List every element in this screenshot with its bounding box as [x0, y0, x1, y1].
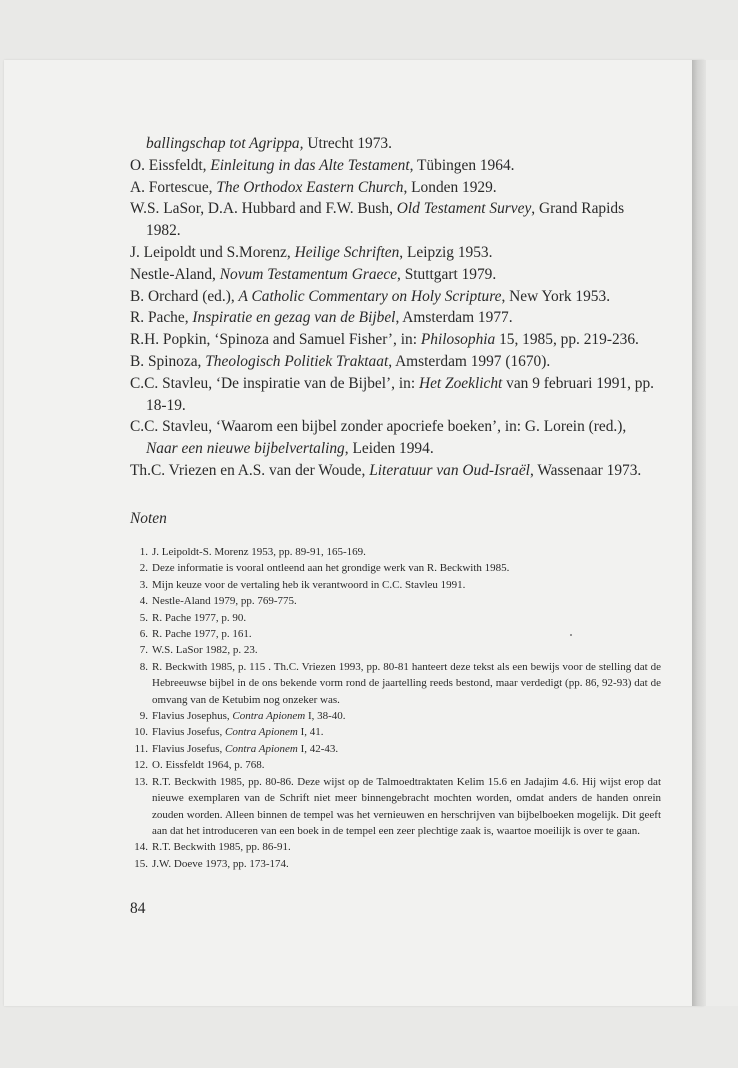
- bibliography-entry: [130, 198, 660, 242]
- footnote: [130, 593, 661, 609]
- footnote-number: 15.: [134, 857, 148, 870]
- text-run: I, 38-40.: [305, 710, 346, 723]
- footnote: [130, 724, 661, 740]
- footnote: [130, 741, 661, 757]
- footnote-number: 9.: [139, 710, 148, 723]
- italic-title: Novum Testamentum Graece: [219, 265, 398, 283]
- bibliography-entry: [130, 177, 660, 199]
- footnote: [130, 577, 661, 593]
- text-run: , Stuttgart 1979.: [397, 265, 497, 283]
- text-run: B. Spinoza,: [130, 352, 206, 370]
- italic-title: Contra Apionem: [225, 742, 298, 755]
- text-run: 15, 1985, pp. 219-236.: [495, 331, 639, 349]
- text-run: Deze informatie is vooral ontleend aan het grondige werk van R. Beckwith 1985.: [152, 562, 510, 575]
- footnote: [130, 708, 661, 724]
- footnote-text: [152, 560, 661, 576]
- footnote: [130, 544, 661, 560]
- italic-title: ballingschap tot Agrippa,: [146, 135, 304, 152]
- bibliography-entry: [130, 264, 660, 286]
- stray-mark: [570, 634, 572, 636]
- footnote-text: [152, 593, 661, 609]
- text-run: , Wassenaar 1973.: [529, 461, 642, 479]
- italic-title: A Catholic Commentary on Holy Scripture: [238, 287, 502, 305]
- bibliography-entry: [130, 416, 660, 460]
- footnote-text: [152, 626, 661, 642]
- text-run: A. Fortescue,: [130, 178, 217, 196]
- scan-margin: [706, 60, 738, 1006]
- text-run: Nestle-Aland 1979, pp. 769-775.: [152, 595, 297, 608]
- text-run: , Londen 1929.: [403, 178, 497, 196]
- text-run: , New York 1953.: [501, 287, 611, 305]
- text-run: R. Pache 1977, p. 161.: [152, 628, 252, 641]
- footnote-number: 6.: [139, 628, 148, 641]
- bibliography-entry: [130, 373, 660, 417]
- italic-title: Philosophia: [420, 331, 496, 349]
- footnote-number: 14.: [134, 841, 148, 854]
- text-run: van 9 februari 1991, pp. 18-19.: [146, 374, 655, 414]
- footnote-text: [152, 724, 661, 740]
- page-number: 84: [130, 900, 146, 917]
- footnote-number: 4.: [139, 595, 148, 608]
- footnote-number: 7.: [139, 644, 148, 657]
- footnote-text: [152, 659, 661, 708]
- footnote: [130, 642, 661, 658]
- footnote-text: [152, 741, 661, 757]
- text-run: C.C. Stavleu, ‘De inspiratie van de Bijbel’, in:: [130, 374, 419, 392]
- text-run: I, 41.: [297, 726, 324, 739]
- footnote: [130, 856, 661, 872]
- footnote-text: [152, 708, 661, 724]
- footnote-number: 1.: [139, 546, 148, 558]
- footnote-number: 2.: [139, 562, 148, 575]
- text-run: O. Eissfeldt,: [130, 156, 211, 174]
- footnote: [130, 839, 661, 855]
- footnote-text: [152, 856, 661, 872]
- text-run: R.H. Popkin, ‘Spinoza and Samuel Fisher’, in:: [130, 331, 421, 349]
- text-run: R. Pache 1977, p. 90.: [152, 611, 247, 624]
- text-run: R. Pache,: [130, 309, 193, 327]
- footnote-number: 13.: [134, 775, 148, 788]
- footnote: [130, 659, 661, 708]
- text-run: Flavius Josefus,: [152, 742, 226, 755]
- text-run: , Amsterdam 1977.: [395, 309, 513, 327]
- footnote: [130, 626, 661, 642]
- text-run: C.C. Stavleu, ‘Waarom een bijbel zonder apocriefe boeken’, in: G. Lorein (red.),: [130, 418, 627, 436]
- bibliography-entry: [130, 133, 660, 155]
- italic-title: Theologisch Politiek Traktaat: [205, 352, 389, 370]
- text-run: Th.C. Vriezen en A.S. van der Woude,: [130, 461, 370, 479]
- footnote-number: 8.: [139, 660, 148, 673]
- bibliography-entry: [130, 307, 660, 329]
- italic-title: Einleitung in das Alte Testament: [210, 156, 410, 174]
- footnote-number: 10.: [134, 726, 148, 739]
- italic-title: Old Testament Survey: [396, 200, 532, 218]
- footnote-number: 11.: [134, 742, 148, 755]
- text-run: Nestle-Aland,: [130, 265, 220, 283]
- text-run: J. Leipoldt-S. Morenz 1953, pp. 89-91, 165-169.: [152, 546, 366, 558]
- footnote-number: 3.: [139, 578, 148, 591]
- footnote-number: 5.: [139, 611, 148, 624]
- text-run: , Amsterdam 1997 (1670).: [388, 352, 551, 370]
- italic-title: Het Zoeklicht: [418, 374, 503, 392]
- footnote-text: [152, 577, 661, 593]
- footnote: [130, 774, 661, 840]
- footnote: [130, 757, 661, 773]
- italic-title: Inspiratie en gezag van de Bijbel: [192, 309, 396, 327]
- footnote-number: 12.: [134, 759, 148, 772]
- footnote-text: [152, 839, 661, 855]
- text-run: R. Beckwith 1985, p. 115 . Th.C. Vriezen 1993, pp. 80-81 hanteert deze tekst als een bewijs voor de stelling dat de Hebreeuwse bijbel in de ons bekende vorm rond de jaartelling reeds bestond, maar verdedigt (pp. 86, 92-93) dat de omvang van de Ketubim nog onzeker was.: [152, 660, 661, 706]
- text-run: R.T. Beckwith 1985, pp. 86-91.: [152, 841, 291, 854]
- footnote-text: [152, 642, 661, 658]
- page-edge-shadow: [692, 60, 706, 1006]
- text-run: Utrecht 1973.: [303, 135, 392, 152]
- text-run: , Tübingen 1964.: [409, 156, 515, 174]
- bibliography-entry: [130, 329, 660, 351]
- notes-list: [130, 544, 661, 872]
- text-run: , Leipzig 1953.: [399, 243, 493, 261]
- text-run: O. Eissfeldt 1964, p. 768.: [152, 759, 265, 772]
- footnote-text: [152, 757, 661, 773]
- text-run: J. Leipoldt und S.Morenz,: [130, 243, 295, 261]
- text-run: W.S. LaSor 1982, p. 23.: [152, 644, 258, 657]
- text-run: Flavius Josefus,: [152, 726, 226, 739]
- footnote: [130, 560, 661, 576]
- text-run: , Grand Rapids 1982.: [146, 200, 625, 240]
- italic-title: Naar een nieuwe bijbelvertaling: [146, 440, 345, 458]
- text-run: I, 42-43.: [297, 742, 339, 755]
- italic-title: The Orthodox Eastern Church: [216, 178, 404, 196]
- text-run: Flavius Josephus,: [152, 710, 233, 723]
- footnote: [130, 610, 661, 626]
- text-run: B. Orchard (ed.),: [130, 287, 239, 305]
- text-run: J.W. Doeve 1973, pp. 173-174.: [152, 857, 289, 870]
- text-run: , Leiden 1994.: [344, 440, 434, 458]
- italic-title: Heilige Schriften: [294, 243, 400, 261]
- italic-title: Literatuur van Oud-Israël: [369, 461, 530, 479]
- italic-title: Contra Apionem: [232, 710, 306, 723]
- footnote-text: [152, 610, 661, 626]
- bibliography-entry: [130, 155, 660, 177]
- notes-heading: Noten: [130, 510, 167, 527]
- text-run: Mijn keuze voor de vertaling heb ik verantwoord in C.C. Stavleu 1991.: [152, 578, 466, 591]
- italic-title: Contra Apionem: [225, 726, 298, 739]
- bibliography-entry: [130, 351, 660, 373]
- bibliography: [130, 133, 660, 482]
- bibliography-entry: [130, 286, 660, 308]
- footnote-text: [152, 544, 661, 560]
- bibliography-entry: [130, 242, 660, 264]
- bibliography-entry: [130, 460, 660, 482]
- text-run: R.T. Beckwith 1985, pp. 80-86. Deze wijst op de Talmoedtraktaten Kelim 15.6 en Jadajim 4.6. Hij wijst erop dat nieuwe exemplaren van de Schrift niet meer binnengebracht mochten worden, omdat anders de handen onrein zouden worden. Alleen binnen de tempel was het vernieuwen en herschrijven van bijbelboeken mogelijk. Dit geeft aan dat het introduceren van een boek in de tempel een zeer plechtige zaak is, waartoe moeilijk is over te gaan.: [152, 775, 661, 837]
- footnote-text: [152, 774, 661, 840]
- text-run: W.S. LaSor, D.A. Hubbard and F.W. Bush,: [130, 200, 397, 218]
